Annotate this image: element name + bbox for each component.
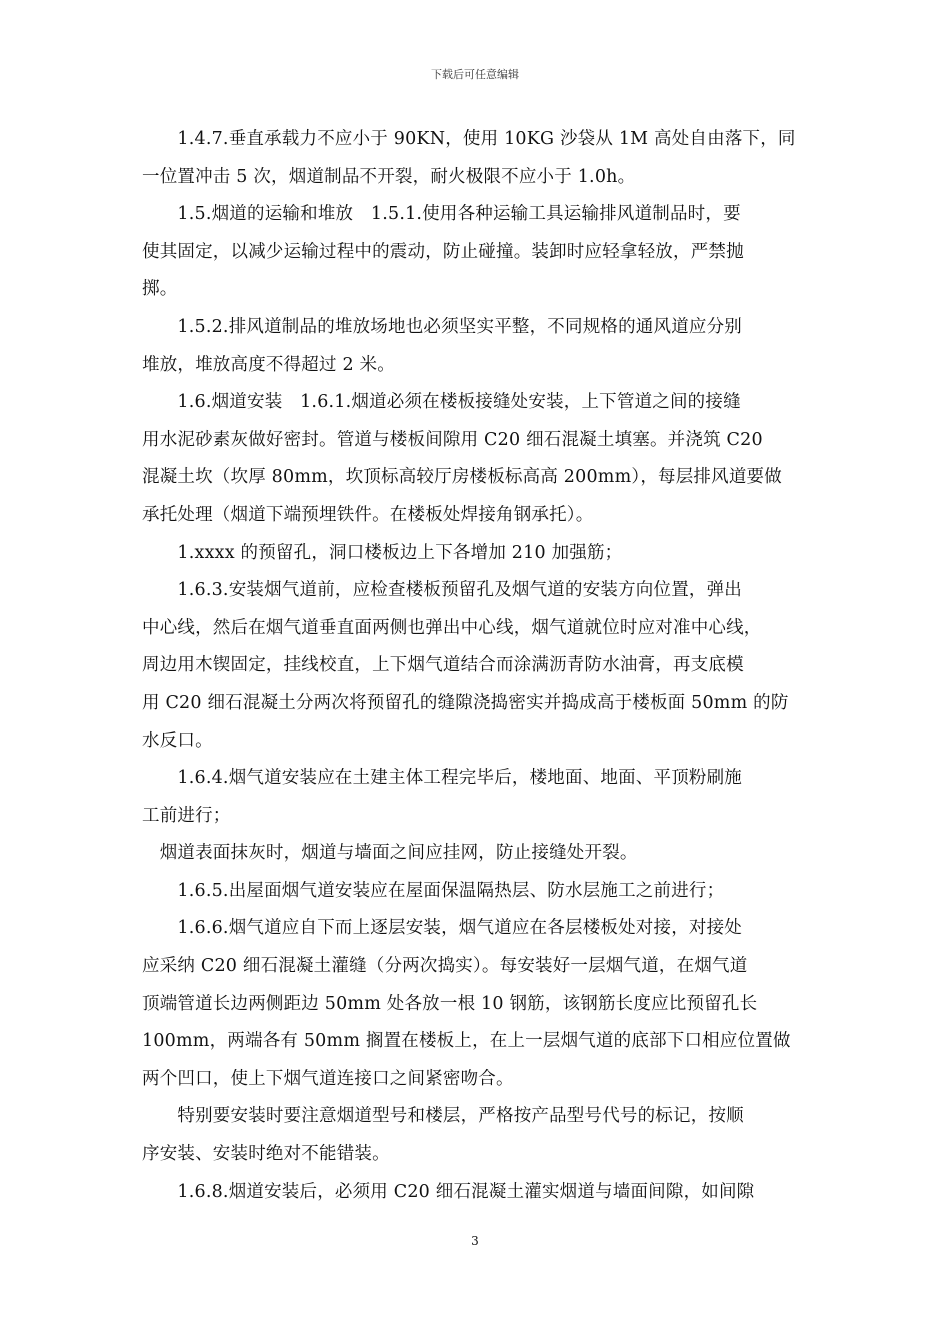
text-line: 1.6.3.安装烟气道前，应检查楼板预留孔及烟气道的安装方向位置，弹出 — [142, 580, 742, 601]
text-line: 中心线，然后在烟气道垂直面两侧也弹出中心线，烟气道就位时应对准中心线， — [142, 617, 762, 638]
document-body — [142, 121, 808, 1211]
text-line: 特别要安装时要注意烟道型号和楼层，严格按产品型号代号的标记，按顺 — [142, 1106, 744, 1127]
text-line: 使其固定，以减少运输过程中的震动，防止碰撞。装卸时应轻拿轻放，严禁抛 — [142, 241, 744, 262]
text-line: 烟道表面抹灰时，烟道与墙面之间应挂网，防止接缝处开裂。 — [142, 843, 638, 864]
text-line: 1.5.2.排风道制品的堆放场地也必须坚实平整，不同规格的通风道应分别 — [142, 316, 742, 337]
text-line: 一位置冲击 5 次，烟道制品不开裂，耐火极限不应小于 1.0h。 — [142, 166, 636, 187]
text-line: 工前进行； — [142, 805, 231, 826]
text-line: 顶端管道长边两侧距边 50mm 处各放一根 10 钢筋，该钢筋长度应比预留孔长 — [142, 993, 758, 1014]
page-header: 下载后可任意编辑 — [431, 68, 519, 81]
text-line: 1.6.8.烟道安装后，必须用 C20 细石混凝土灌实烟道与墙面间隙，如间隙 — [142, 1181, 755, 1202]
text-line: 1.6.5.出屋面烟气道安装应在屋面保温隔热层、防水层施工之前进行； — [142, 880, 725, 901]
text-line: 应采纳 C20 细石混凝土灌缝（分两次捣实）。每安装好一层烟气道，在烟气道 — [142, 956, 748, 977]
text-line: 100mm，两端各有 50mm 搁置在楼板上，在上一层烟气道的底部下口相应位置做 — [142, 1031, 791, 1052]
text-line: 混凝土坎（坎厚 80mm，坎顶标高较厅房楼板标高高 200mm），每层排风道要做 — [142, 467, 782, 488]
text-line: 1.5.烟道的运输和堆放 1.5.1.使用各种运输工具运输排风道制品时，要 — [142, 204, 741, 225]
text-line: 承托处理（烟道下端预埋铁件。在楼板处焊接角钢承托）。 — [142, 504, 594, 525]
page-number: 3 — [471, 1234, 479, 1248]
text-line: 用 C20 细石混凝土分两次将预留孔的缝隙浇捣密实并捣成高于楼板面 50mm 的防 — [142, 692, 789, 713]
text-line: 水反口。 — [142, 730, 213, 751]
text-line: 1.6.烟道安装 1.6.1.烟道必须在楼板接缝处安装，上下管道之间的接缝 — [142, 392, 741, 413]
text-line: 掷。 — [142, 279, 178, 300]
text-line: 两个凹口，使上下烟气道连接口之间紧密吻合。 — [142, 1068, 514, 1089]
text-line: 用水泥砂素灰做好密封。管道与楼板间隙用 C20 细石混凝土填塞。并浇筑 C20 — [142, 429, 763, 450]
text-line: 周边用木锲固定，挂线校直，上下烟气道结合而涂满沥青防水油膏，再支底模 — [142, 655, 744, 676]
text-line: 1.4.7.垂直承载力不应小于 90KN，使用 10KG 沙袋从 1M 高处自由落下，同 — [142, 129, 796, 149]
text-line: 1.6.6.烟气道应自下而上逐层安装，烟气道应在各层楼板处对接，对接处 — [142, 918, 742, 939]
text-line: 堆放，堆放高度不得超过 2 米。 — [142, 354, 395, 375]
text-line: 1.xxxx 的预留孔，洞口楼板边上下各增加 210 加强筋； — [142, 542, 623, 563]
text-line: 1.6.4.烟气道安装应在土建主体工程完毕后，楼地面、地面、平顶粉刷施 — [142, 768, 742, 789]
text-line: 序安装、安装时绝对不能错装。 — [142, 1144, 390, 1165]
